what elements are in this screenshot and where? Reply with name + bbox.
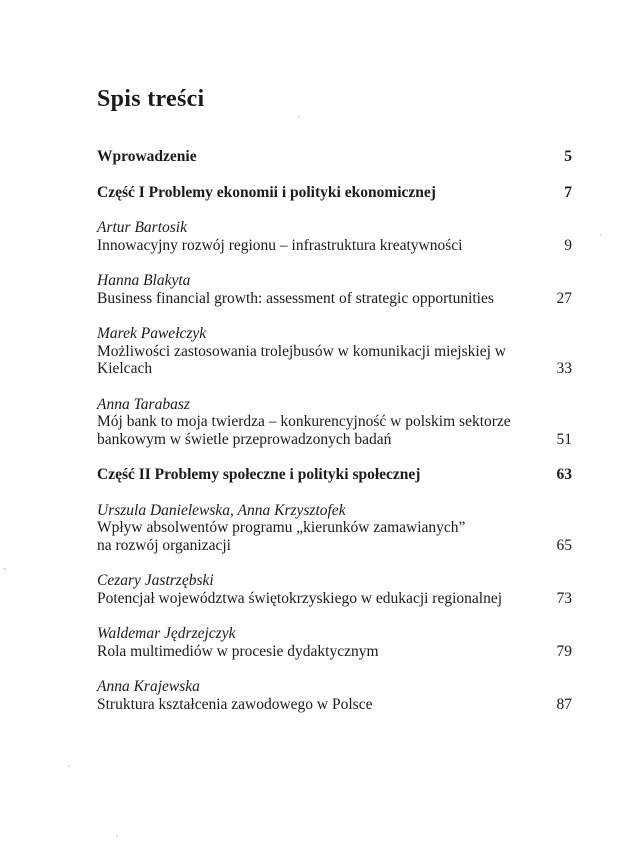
toc-entry-title-line: na rozwój organizacji	[97, 536, 231, 554]
toc-section-row	[97, 466, 572, 484]
toc-entry-text	[97, 272, 557, 307]
toc-article-row	[97, 502, 572, 555]
toc-entry-title-line: Mój bank to moja twierdza – konkurencyjność w polskim sektorze	[97, 413, 511, 430]
toc-entry-text	[97, 148, 564, 166]
toc-entry-title-line: Potencjał województwa świętokrzyskiego w edukacji regionalnej	[97, 589, 503, 607]
toc-section-label: Część I Problemy ekonomii i polityki ekonomicznej	[97, 183, 436, 201]
toc-entry-authors: Artur Bartosik	[97, 219, 187, 236]
toc-entry-page-number: 63	[556, 466, 572, 483]
toc-entry-authors: Marek Pawełczyk	[97, 325, 207, 342]
toc-entry-title-line: Struktura kształcenia zawodowego w Polsce	[97, 695, 373, 713]
toc-entry-title-line: Innowacyjny rozwój regionu – infrastruktura kreatywności	[97, 236, 463, 254]
page-title: Spis treści	[97, 86, 205, 112]
toc-entry-text	[97, 219, 564, 254]
scan-speck	[116, 835, 118, 837]
scan-speck	[600, 234, 602, 236]
toc-entry-text	[97, 502, 557, 555]
toc-article-row	[97, 625, 572, 660]
toc-entry-text	[97, 678, 557, 713]
toc-entry-authors: Anna Tarabasz	[97, 395, 190, 413]
scan-speck	[298, 116, 300, 118]
toc-entry-title-line: Rola multimediów w procesie dydaktycznym	[97, 642, 379, 660]
toc-entry-authors: Cezary Jastrzębski	[97, 572, 214, 589]
toc-entry-text	[97, 466, 557, 484]
toc-entry-text	[97, 396, 557, 449]
toc-article-row	[97, 678, 572, 713]
toc-article-row	[97, 572, 572, 607]
toc-article-row	[97, 396, 572, 449]
toc-section-row	[97, 148, 572, 166]
toc-entry-authors: Anna Krajewska	[97, 678, 200, 695]
scan-speck	[68, 765, 70, 767]
toc-entry-title-line: bankowym w świetle przeprowadzonych badań	[97, 430, 392, 448]
toc-entry-text	[97, 325, 557, 378]
toc-entry-authors: Waldemar Jędrzejczyk	[97, 625, 236, 642]
toc-section-label: Część II Problemy społeczne i polityki społecznej	[97, 466, 421, 483]
toc-entry-page-number: 73	[556, 589, 572, 607]
toc-entry-title-line: Możliwości zastosowania trolejbusów w komunikacji miejskiej w Kielcach	[97, 342, 506, 377]
toc-entry-page-number: 51	[556, 430, 572, 448]
toc-entry-text	[97, 625, 557, 660]
toc-entry-authors: Hanna Blakyta	[97, 272, 191, 289]
toc-article-row	[97, 219, 572, 254]
toc-entry-page-number: 33	[556, 360, 572, 377]
toc-article-row	[97, 272, 572, 307]
scan-speck	[3, 568, 6, 570]
toc-entry-page-number: 9	[564, 236, 572, 254]
toc-entry-page-number: 5	[564, 148, 572, 165]
toc-entry-authors: Urszula Danielewska, Anna Krzysztofek	[97, 501, 346, 519]
toc-entry-page-number: 27	[556, 289, 572, 307]
toc-entry-page-number: 65	[556, 536, 572, 554]
toc-entry-page-number: 7	[564, 183, 572, 201]
toc-entry-title-line: Wpływ absolwentów programu „kierunków zamawianych”	[97, 519, 466, 536]
toc-entry-text	[97, 184, 564, 202]
toc-entry-title-line: Business financial growth: assessment of strategic opportunities	[97, 289, 494, 307]
toc-section-row	[97, 184, 572, 202]
toc-entry-text	[97, 572, 557, 607]
toc-article-row	[97, 325, 572, 378]
toc-entry-page-number: 79	[556, 642, 572, 660]
toc-entry-page-number: 87	[556, 695, 572, 713]
toc-section-label: Wprowadzenie	[97, 148, 197, 165]
toc-list	[97, 148, 572, 731]
